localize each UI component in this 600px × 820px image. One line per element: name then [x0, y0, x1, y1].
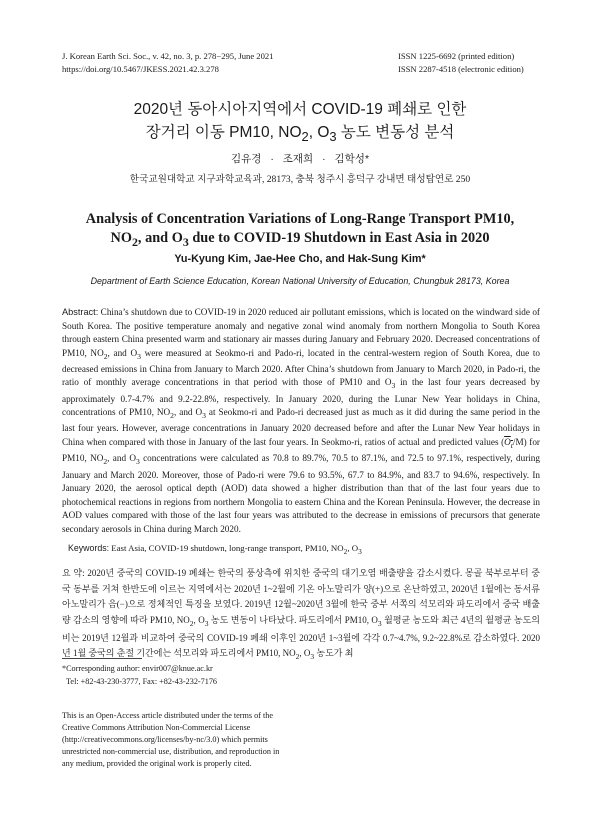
abstract-label: Abstract: [62, 307, 99, 317]
korean-authors [0, 151, 600, 166]
overline-o-symbol: $O_t$ [504, 436, 513, 450]
issn-block [398, 50, 524, 76]
english-affiliation: Department of Earth Science Education, Korean National University of Education, Chungbuk 28173, Korea [90, 276, 510, 286]
english-title-line1: Analysis of Concentration Variations of Long-Range Transport PM10, [85, 211, 515, 227]
journal-header [62, 50, 273, 76]
author-ko-1: 김유경 [230, 153, 262, 165]
footnote-divider [62, 658, 142, 659]
correspondence [62, 663, 217, 688]
korean-summary: 요 약: 2020년 중국의 COVID-19 폐쇄는 한국의 풍상측에 위치한 중국의 대기오염 배출량을 감소시켰다. 몽골 북부로부터 중국 동부를 거쳐 한반도에 이르는 지역에서는 2020년 1~2월에 기온 아노말리가 양(+)으로 온난하였고, 2020년 1월에는 동서류 아노말리가 음(−)으로 정체적인 특징을 보였다. 2019년 12월~2020년 3월에 한국 중부 서쪽의 석모리와 파도리에서 중국 배출량 감소의 영향에 따라 PM10, $NO_2$, $O_3$ 농도 변동이 나타났다. 파도리에서 PM10, $O_3$ 월평균 농도와 최근 4년의 월평균 농도의 비는 2019년 12월과 비교하여 중국의 COVID-19 폐쇄 이후인 2020년 1~3월에 각각 0.7~4.7%, 9.2~22.8%로 감소하였다. 2020년 1월 중국의 춘절 기간에는 석모리와 파도리에서 PM10, $NO_2$, $O_3$ 농도가 최 [62, 568, 540, 662]
english-authors: Yu-Kyung Kim, Jae-Hee Cho, and Hak-Sung Kim* [174, 253, 426, 265]
korean-affiliation: 한국교원대학교 지구과학교육과, 28173, 충북 청주시 흥덕구 강내면 태성탑연로 250 [129, 174, 471, 185]
keywords-label: Keywords: [68, 543, 110, 553]
license-notice: This is an Open-Access article distributed under the terms of the Creative Commons Attribution Non-Commercial License (http://creativecommons.org/licenses/by-nc/3.0) which permits unrestricted non-commercial use, distribution, and reproduction in any medium, provided the original work is properly cited. [62, 711, 280, 768]
author-ko-2: 조재희 [282, 153, 314, 165]
author-ko-3: 김학성* [334, 153, 370, 165]
issn-print: ISSN 1225-6692 (printed edition) [398, 51, 515, 61]
journal-citation: J. Korean Earth Sci. Soc., v. 42, no. 3, p. 278−295, June 2021 [62, 51, 274, 61]
keywords: Keywords: East Asia, COVID-19 shutdown, long-range transport, PM10, $NO_2$, $O_3$ [68, 543, 362, 556]
contact-phone-fax: Tel: +82-43-230-3777, Fax: +82-43-232-7176 [66, 676, 218, 686]
english-title-line2: $NO_2$, and $O_3$ due to COVID-19 Shutdown in East Asia in 2020 [110, 230, 490, 249]
abstract: Abstract: China’s shutdown due to COVID-19 in 2020 reduced air pollutant emissions, which is located on the windward side of South Korea. The positive temperature anomaly and negative zonal wind anomaly from northern Mongolia to South Korea through eastern China presented warm and stationary air masses during January and February 2020. Decreased concentrations of PM10, $NO_2$, and $O_3$ were measured at Seokmo-ri and Pado-ri, located in the central-western region of South Korea, due to decreased emissions in China from January to March 2020. After China’s shutdown from January to March 2020, in Pado-ri, the ratio of monthly average concentrations in that period with those of PM10 and $O_3$ in the last four years decreased by approximately 0.7-4.7% and 9.2-22.8%, respectively. In January 2020, during the Lunar New Year holidays in China, concentrations of PM10, $NO_2$, and $O_3$ at Seokmo-ri and Pado-ri decreased just as much as it did during the same period in the last four years. However, average concentrations in January 2020 decreased before and after the Lunar New Year holidays in China when compared with those in January of the last four years. In Seokmo-ri, ratios of actual and predicted values $(O_t/M)$ for PM10, $NO_2$, and $O_3$ concentrations were calculated as 70.8 to 89.7%, 70.5 to 87.1%, and 72.5 to 97.1%, respectively, during January and March 2020. Moreover, those of Pado-ri were 79.6 to 93.5%, 67.7 to 84.9%, and 83.7 to 94.6%, respectively. In January 2020, the aerosol optical depth (AOD) data showed a higher distribution than that of the last four years due to photochemical reactions in regions from northern Mongolia to eastern China and the Korean Peninsula. However, the decrease in AOD values compared with those of the last four years was attributed to the decrease in emissions of precursors that generate secondary aerosols in China during March 2020. [62, 307, 540, 534]
korean-title-line1: 2020년 동아시아지역에서 COVID-19 폐쇄로 인한 [133, 101, 467, 118]
issn-electronic: ISSN 2287-4518 (electronic edition) [398, 64, 524, 74]
author-separator: · [270, 153, 274, 165]
corresponding-author-email[interactable]: *Corresponding author: envir007@knue.ac.kr [62, 664, 213, 673]
english-title [0, 210, 600, 252]
author-separator: · [322, 153, 326, 165]
korean-title [0, 98, 600, 148]
korean-title-line2: 장거리 이동 PM10, $NO_2$, $O_3$ 농도 변동성 분석 [145, 124, 455, 145]
doi-link[interactable]: https://doi.org/10.5467/JKESS.2021.42.3.278 [62, 64, 219, 74]
